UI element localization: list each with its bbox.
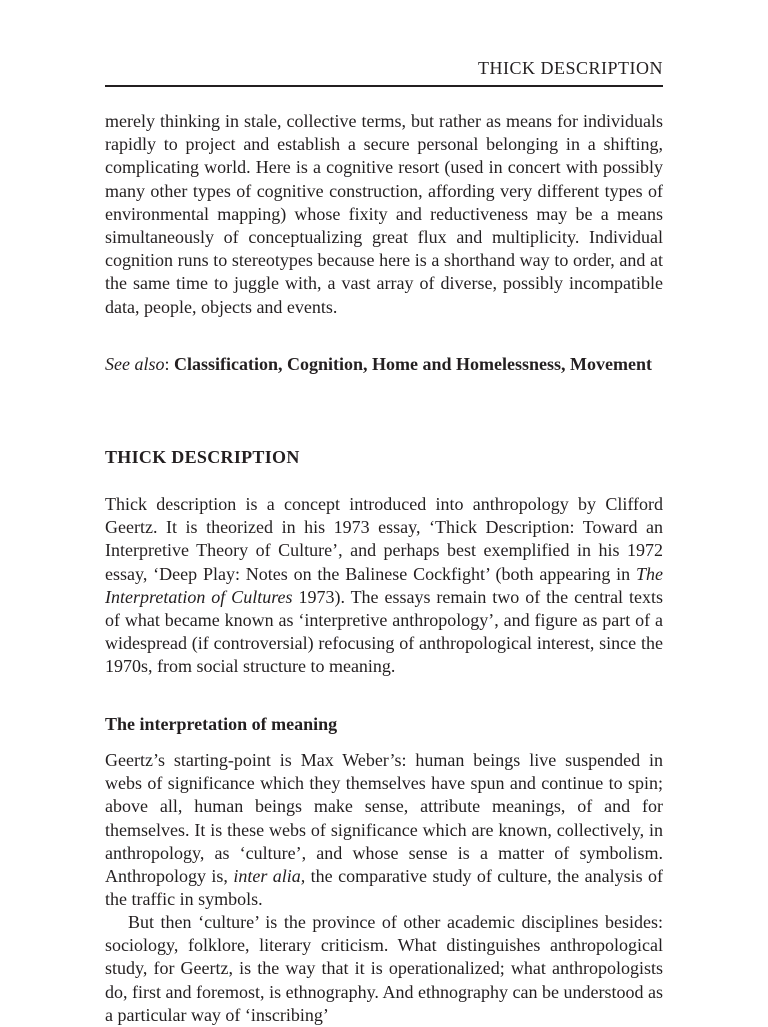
intro-text-1: Thick description is a concept introduced into anthropology by Clifford Geertz. It is theorized in his 1973 essay, ‘Thick Description: Toward an Interpretive Theory of Culture’, and perhaps best exemplified in his 1972 essay, ‘Deep Play: Notes on the Balinese Cockfight’ (both appearing in bbox=[105, 494, 663, 584]
running-head: THICK DESCRIPTION bbox=[477, 58, 663, 78]
entry-title: THICK DESCRIPTION bbox=[105, 447, 300, 467]
see-also-label: See also bbox=[105, 354, 165, 374]
meaning-italic: inter alia, bbox=[233, 866, 306, 887]
header-rule bbox=[105, 85, 663, 87]
intro-book-title: The Interpretation of Cultures bbox=[105, 563, 663, 607]
see-also-links: Classification, Cognition, Home and Homelessness, Movement bbox=[174, 354, 652, 374]
meaning-text-2: the comparative study of culture, the analysis of the traffic in symbols. bbox=[105, 866, 663, 910]
subheading: The interpretation of meaning bbox=[105, 714, 338, 734]
entry-intro-paragraph bbox=[105, 493, 663, 679]
meaning-paragraph bbox=[105, 749, 663, 911]
see-also-separator: : bbox=[164, 354, 174, 374]
see-also bbox=[105, 353, 663, 376]
culture-paragraph: But then ‘culture’ is the province of other academic disciplines besides: sociology, folklore, literary criticism. What distinguishes anthropological study, for Geertz, is the way that it is operationalized; what anthropologists do, first and foremost, is ethnography. And ethnography can be understood as a particular way of ‘inscribing’ bbox=[105, 912, 663, 1025]
continued-paragraph: merely thinking in stale, collective terms, but rather as means for individuals rapidly to project and establish a secure personal belonging in a shifting, complicating world. Here is a cognitive resort (used in concert with possibly many other types of cognitive construction, affording very different types of environmental mapping) whose fixity and reductiveness may be a means simultaneously of conceptualizing great flux and multiplicity. Individual cognition runs to stereotypes because here is a shorthand way to order, and at the same time to juggle with, a vast array of diverse, possibly incompatible data, people, objects and events. bbox=[105, 111, 663, 317]
intro-text-2: 1973). The essays remain two of the central texts of what became known as ‘interpretive anthropology’, and figure as part of a widespread (if controversial) refocusing of anthropological interest, since the 1970s, from social structure to meaning. bbox=[105, 586, 663, 677]
meaning-text-1: Geertz’s starting-point is Max Weber’s: human beings live suspended in webs of significance which they themselves have spun and continue to spin; above all, human beings make sense, attribute meanings, of and for themselves. It is these webs of significance which are known, collectively, in anthropology, as ‘culture’, and whose sense is a matter of symbolism. Anthropology is, bbox=[105, 750, 663, 887]
